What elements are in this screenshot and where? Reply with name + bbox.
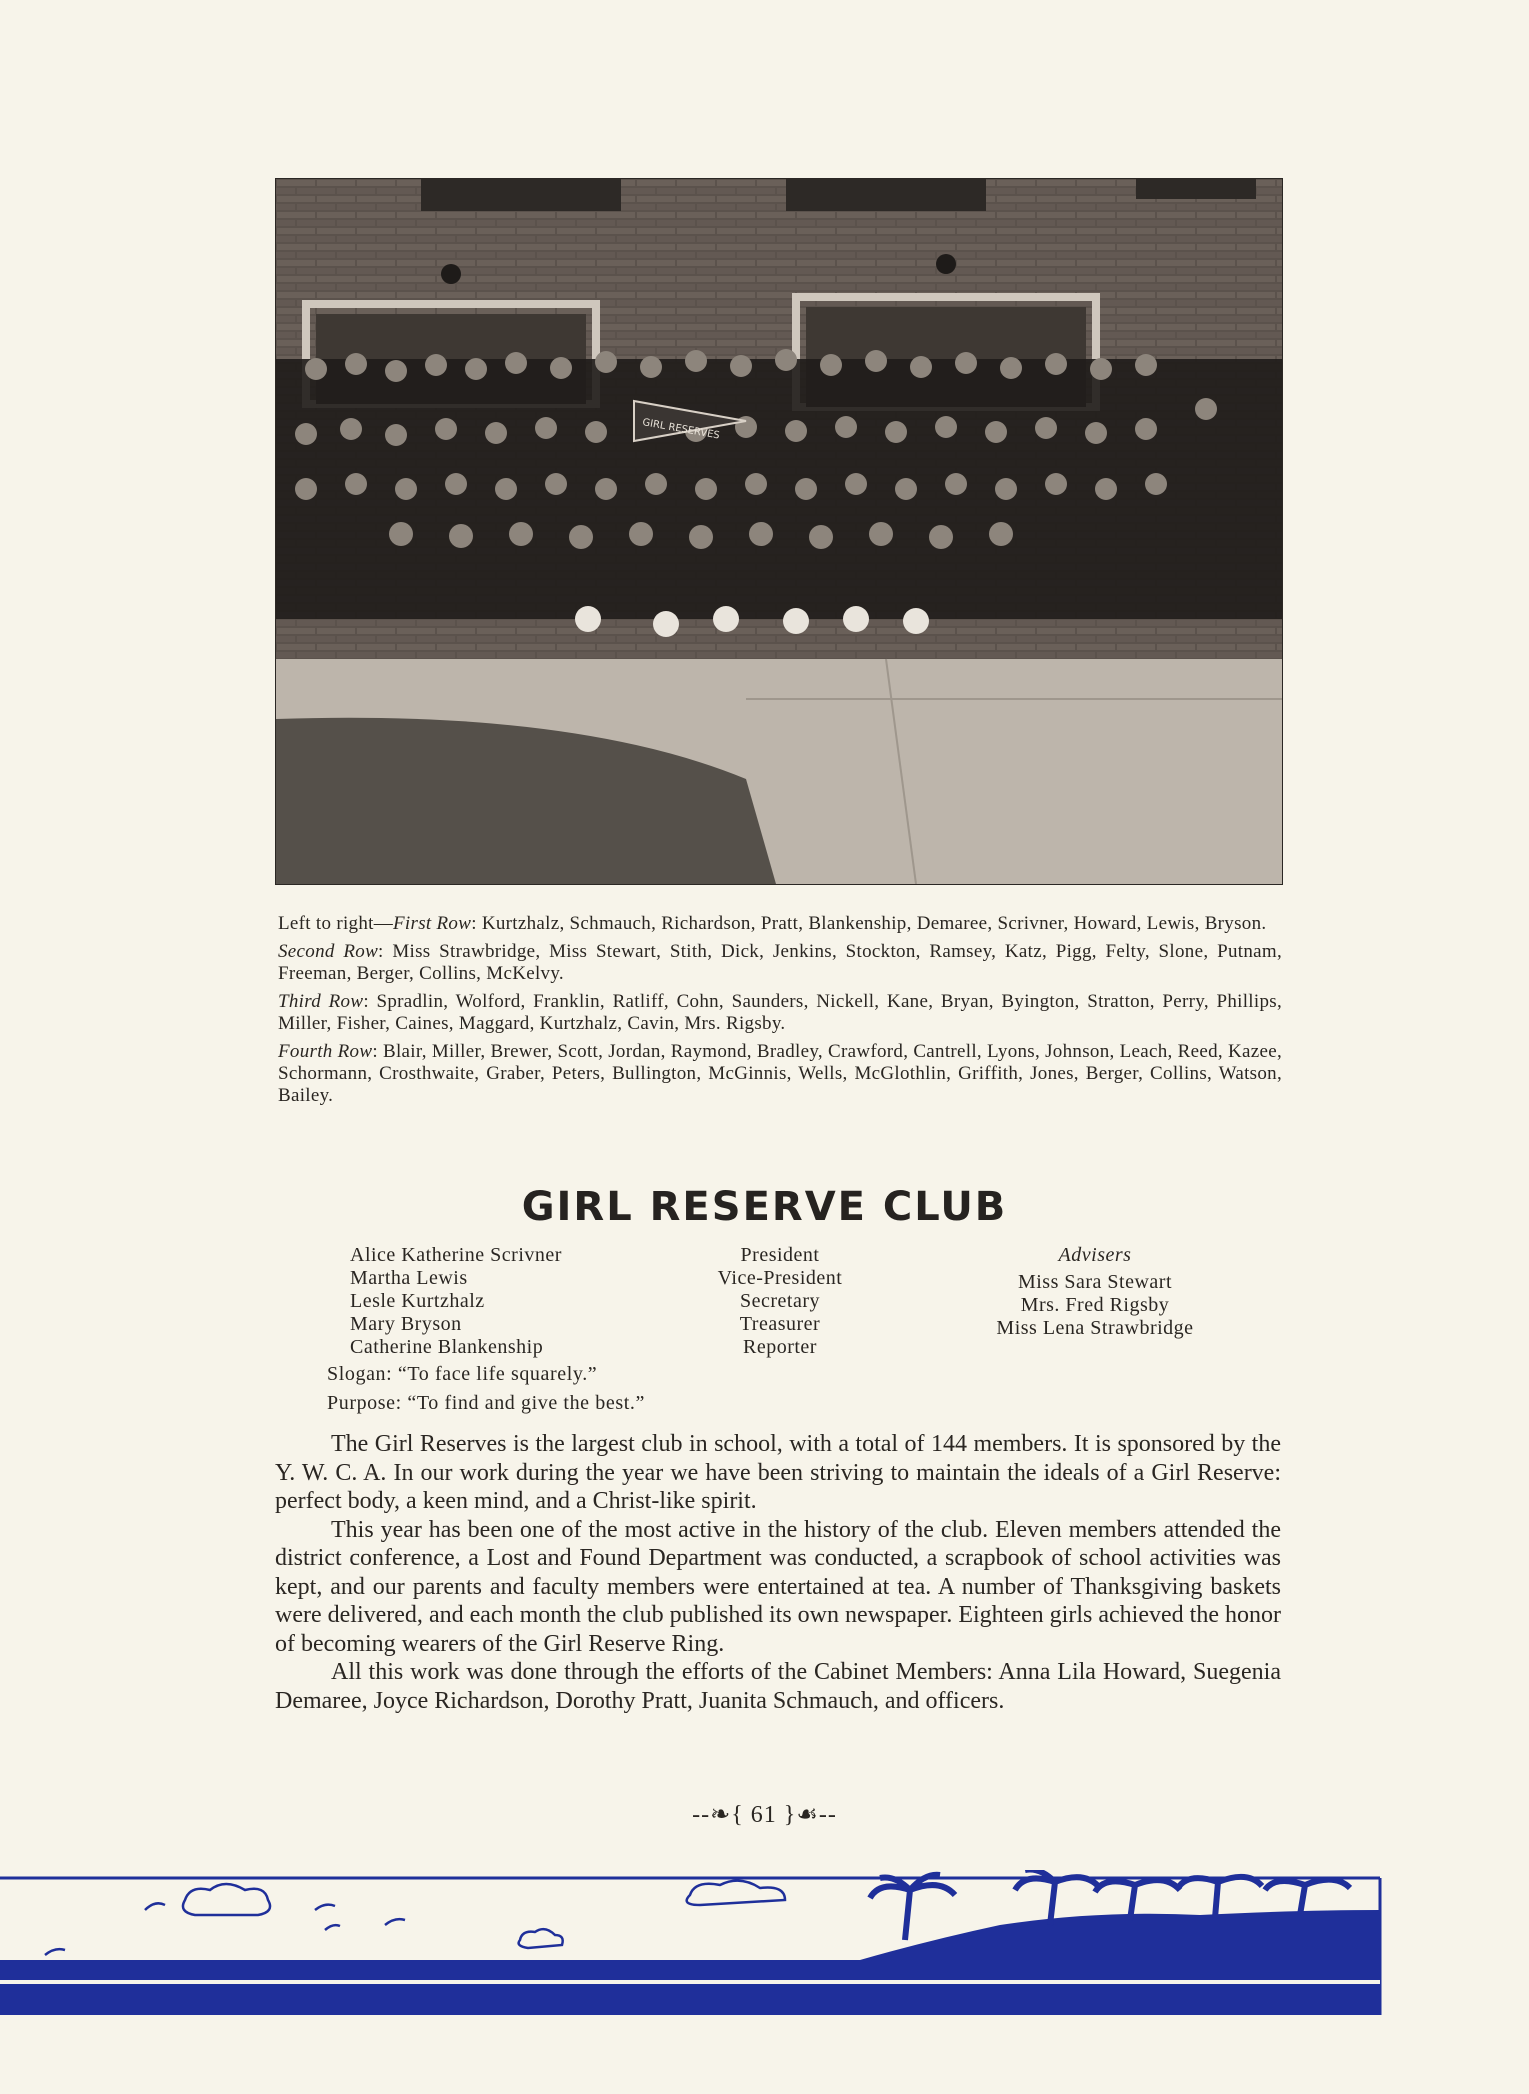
officer-title: Secretary xyxy=(739,1290,820,1312)
decorative-footer-band xyxy=(0,1870,1529,2020)
adviser-name: Mrs. Fred Rigsby xyxy=(1020,1294,1170,1316)
club-slogan: Slogan: “To face life squarely.” xyxy=(327,1363,598,1385)
group-photo xyxy=(275,178,1283,885)
officer-title: Vice-President xyxy=(717,1267,843,1289)
caption-second-row: Second Row: Miss Strawbridge, Miss Stewart, Stith, Dick, Jenkins, Stockton, Ramsey, Katz, Pigg, Felty, Slone, Putnam, Freeman, Berger, Collins, McKelvy. xyxy=(278,941,1282,984)
officer-titles xyxy=(700,1244,860,1359)
row-names: Blair, Miller, Brewer, Scott, Jordan, Raymond, Bradley, Crawford, Cantrell, Lyons, Johnson, Leach, Reed, Kazee, Schormann, Crosthwaite, Graber, Peters, Bullington, McGinnis, Wells, McGlothlin, Griffith, Jones, Berger, Collins, Watson, Bailey. xyxy=(278,1041,1282,1106)
officer-name: Martha Lewis xyxy=(350,1267,468,1289)
page-number-value: 61 xyxy=(750,1802,777,1828)
officer-title: President xyxy=(740,1244,820,1266)
caption-intro: Left to right— xyxy=(278,913,394,934)
row-label: First Row xyxy=(393,913,472,934)
page-number xyxy=(0,1800,1529,1829)
article-body xyxy=(275,1430,1281,1715)
caption-fourth-row: Fourth Row: Blair, Miller, Brewer, Scott, Jordan, Raymond, Bradley, Crawford, Cantrell, Lyons, Johnson, Leach, Reed, Kazee, Schormann, Crosthwaite, Graber, Peters, Bullington, McGinnis, Wells, McGlothlin, Griffith, Jones, Berger, Collins, Watson, Bailey. xyxy=(278,1041,1282,1106)
officer-name: Alice Katherine Scrivner xyxy=(350,1244,562,1266)
officer-name: Mary Bryson xyxy=(350,1313,462,1335)
adviser-name: Miss Sara Stewart xyxy=(1017,1271,1173,1293)
row-label: Third Row xyxy=(278,991,364,1012)
pennant-text: GIRL RESERVES xyxy=(641,417,721,442)
officer-name: Catherine Blankenship xyxy=(350,1336,544,1358)
officer-names xyxy=(350,1244,562,1359)
ornament-left-icon: --❧{ xyxy=(692,1802,751,1828)
landscape-band-icon xyxy=(0,1870,1529,2020)
adviser-name: Miss Lena Strawbridge xyxy=(996,1317,1194,1339)
club-purpose: Purpose: “To find and give the best.” xyxy=(327,1392,645,1414)
page-title: GIRL RESERVE CLUB xyxy=(521,1184,1008,1230)
officer-name: Lesle Kurtzhalz xyxy=(350,1290,485,1312)
advisers-list xyxy=(965,1244,1225,1340)
body-paragraph: All this work was done through the efforts of the Cabinet Members: Anna Lila Howard, Suegenia Demaree, Joyce Richardson, Dorothy Pratt, Juanita Schmauch, and officers. xyxy=(275,1659,1281,1714)
advisers-heading: Advisers xyxy=(1058,1244,1132,1266)
caption-first-row: Left to right—First Row: Kurtzhalz, Schmauch, Richardson, Pratt, Blankenship, Demaree, Scrivner, Howard, Lewis, Bryson. xyxy=(278,913,1267,934)
row-label: Fourth Row xyxy=(278,1041,373,1062)
body-paragraph: The Girl Reserves is the largest club in school, with a total of 144 members. It is sponsored by the Y. W. C. A. In our work during the year we have been striving to maintain the ideals of a Girl Reserve: perfect body, a keen mind, and a Christ-like spirit. xyxy=(275,1431,1281,1514)
row-names: Spradlin, Wolford, Franklin, Ratliff, Cohn, Saunders, Nickell, Kane, Bryan, Byington, Stratton, Perry, Phillips, Miller, Fisher, Caines, Maggard, Kurtzhalz, Cavin, Mrs. Rigsby. xyxy=(278,991,1282,1034)
row-names: Miss Strawbridge, Miss Stewart, Stith, Dick, Jenkins, Stockton, Ramsey, Katz, Pigg, Felty, Slone, Putnam, Freeman, Berger, Collins, McKelvy. xyxy=(278,941,1282,984)
row-names: Kurtzhalz, Schmauch, Richardson, Pratt, Blankenship, Demaree, Scrivner, Howard, Lewis, Bryson. xyxy=(481,913,1267,934)
officer-title: Treasurer xyxy=(739,1313,821,1335)
group-photo-icon xyxy=(276,179,1282,884)
row-label: Second Row xyxy=(278,941,379,962)
ornament-right-icon: }☙-- xyxy=(776,1802,837,1828)
body-paragraph: This year has been one of the most active in the history of the club. Eleven members attended the district conference, a Lost and Found Department was conducted, a scrapbook of school activities was kept, and our parents and faculty members were entertained at tea. A number of Thanksgiving baskets were delivered, and each month the club published its own newspaper. Eighteen girls achieved the honor of becoming wearers of the Girl Reserve Ring. xyxy=(275,1516,1281,1657)
photo-captions xyxy=(278,913,1282,1113)
caption-third-row: Third Row: Spradlin, Wolford, Franklin, Ratliff, Cohn, Saunders, Nickell, Kane, Bryan, Byington, Stratton, Perry, Phillips, Miller, Fisher, Caines, Maggard, Kurtzhalz, Cavin, Mrs. Rigsby. xyxy=(278,991,1282,1034)
officer-title: Reporter xyxy=(743,1336,817,1358)
